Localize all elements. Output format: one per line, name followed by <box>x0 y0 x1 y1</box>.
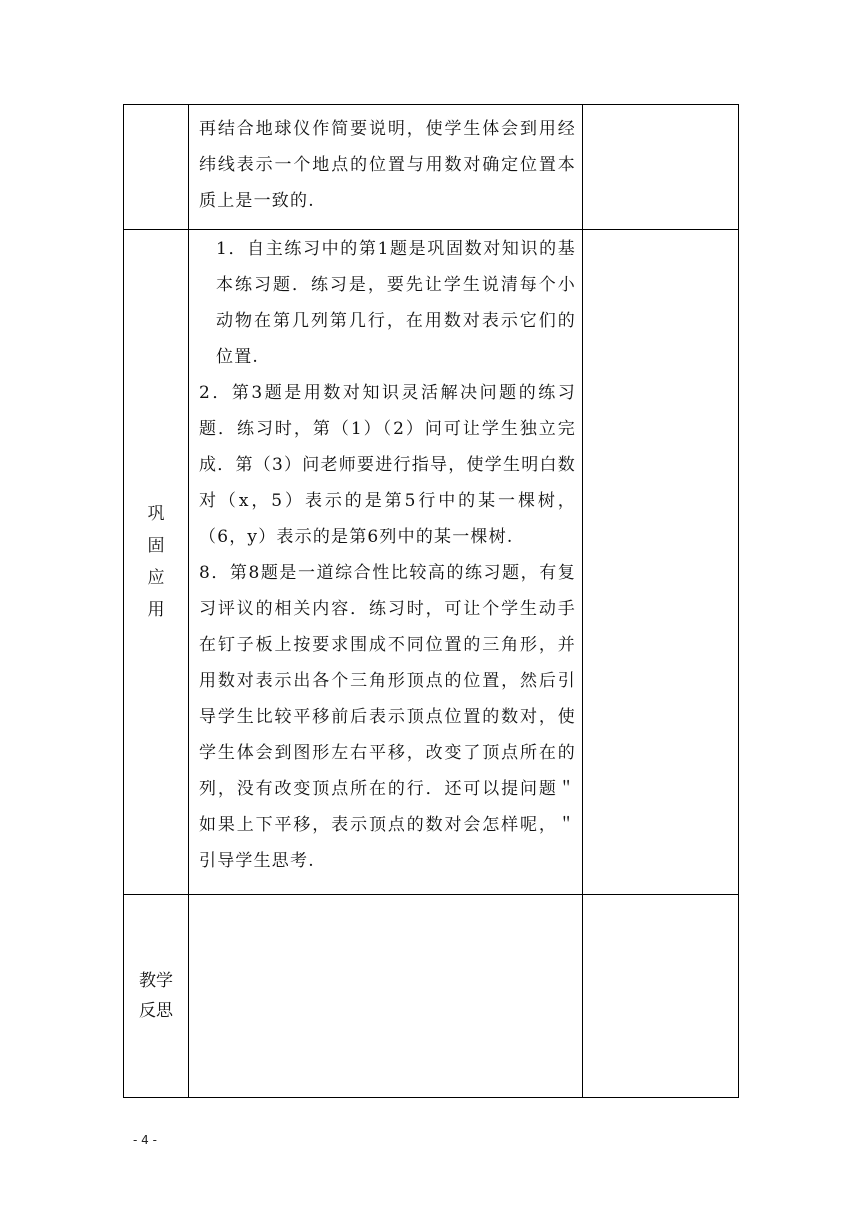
exercise-item: 8．第8题是一道综合性比较高的练习题，有复习评议的相关内容．练习时，可让个学生动手在钉子板上按要求围成不同位置的三角形，并用数对表示出各个三角形顶点的位置，然后引导学生比较平移前后表示顶点位置的数对，使学生体会到图形左右平移，改变了顶点所在的列，没有改变顶点所在的行．还可以提问题＂如果上下平移，表示顶点的数对会怎样呢，＂引导学生思考. <box>199 563 576 871</box>
row-label-cell <box>124 895 189 1098</box>
section-label-reflection: 教学 反思 <box>139 971 173 1021</box>
table-row <box>124 230 739 895</box>
row-label-cell <box>124 105 189 230</box>
notes-cell <box>583 895 739 1098</box>
row-label-cell <box>124 230 189 895</box>
notes-cell <box>583 230 739 895</box>
notes-cell <box>583 105 739 230</box>
table-row <box>124 895 739 1098</box>
table-row <box>124 105 739 230</box>
lesson-plan-table <box>123 104 739 1098</box>
content-cell <box>189 105 583 230</box>
paragraph-text: 再结合地球仪作简要说明，使学生体会到用经纬线表示一个地点的位置与用数对确定位置本质上是一致的. <box>199 119 576 211</box>
exercise-item: 2．第3题是用数对知识灵活解决问题的练习题．练习时，第（1）（2）问可让学生独立完成．第（3）问老师要进行指导，使学生明白数对（x，5）表示的是第5行中的某一棵树，（6，y）表示的是第6列中的某一棵树. <box>199 383 576 547</box>
section-label-consolidation: 巩 固 应 用 <box>147 504 165 620</box>
content-cell <box>189 230 583 895</box>
page-number: - 4 - <box>133 1133 157 1147</box>
content-cell <box>189 895 583 1098</box>
exercise-item: 1．自主练习中的第1题是巩固数对知识的基本练习题．练习是，要先让学生说清每个小动物在第几列第几行，在用数对表示它们的位置. <box>216 239 576 367</box>
